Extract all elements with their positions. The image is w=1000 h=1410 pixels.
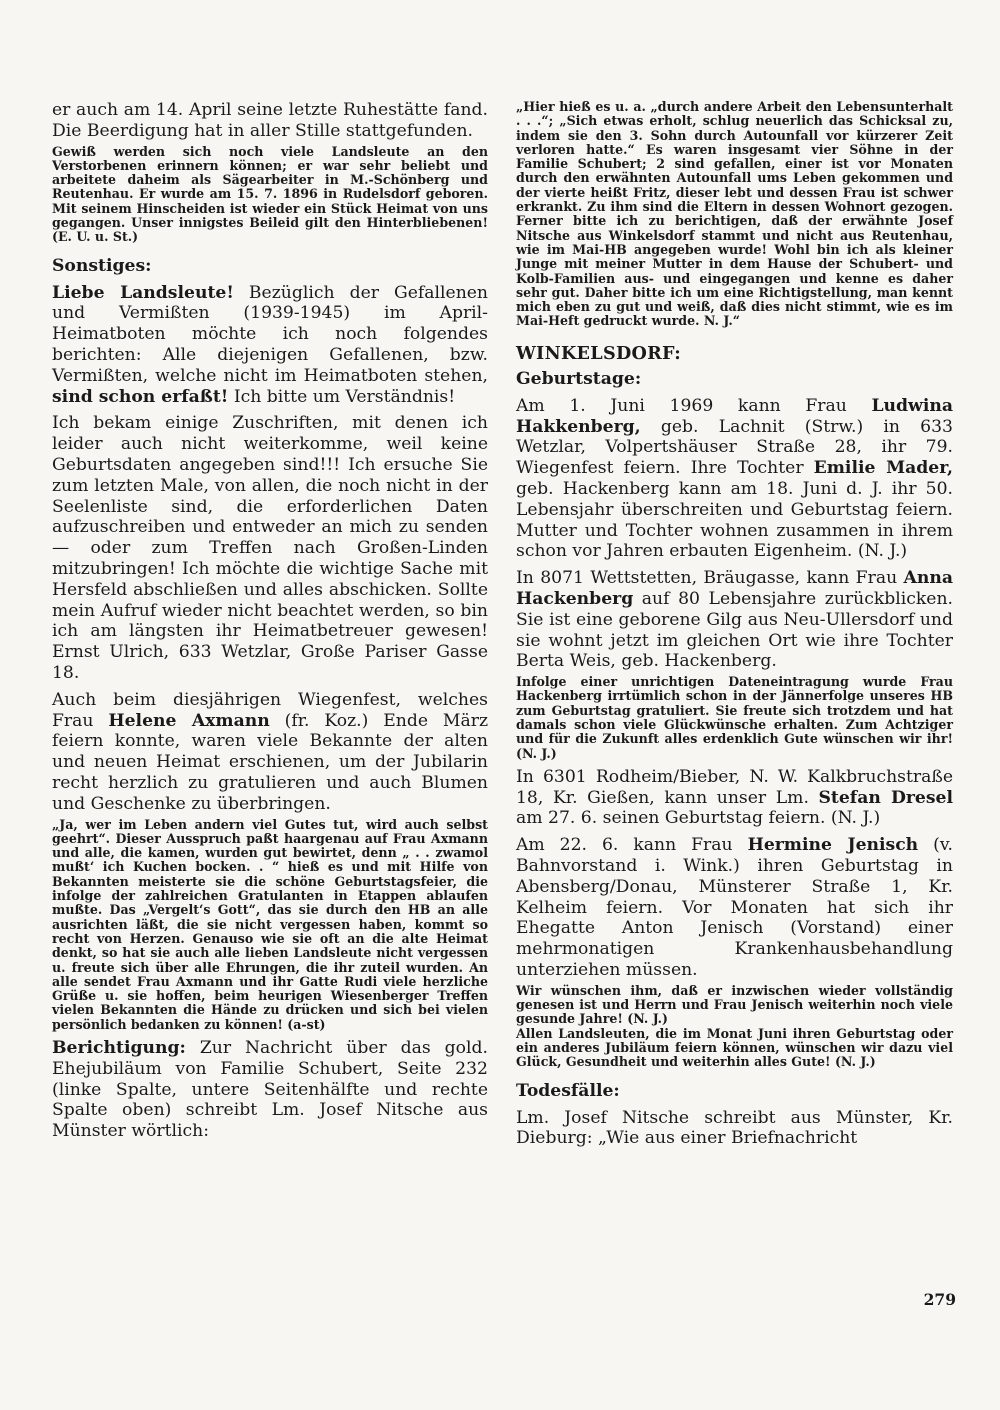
- bold-text: Fritz,: [633, 184, 671, 200]
- article-paragraph: Ich bekam einige Zuschriften, mit denen ich leider auch nicht weiterkomme, weil keine Geburtsdaten angegeben sind!!! Ich ersuche Sie zum letzten Male, von allen, die noch nicht in der Seelenliste sind, die erforderlichen Daten aufzuschreiben und entweder an mich zu senden — oder zum Treffen nach Großen-Linden mitzubringen! Ich möchte die wichtige Sache mit Hersfeld abschließen und alles abschicken. Sollte mein Aufruf wieder nicht beachtet werden, so bin ich am längsten ihr Heimatbetreuer gewesen! Ernst Ulrich, 633 Wetzlar, Große Pariser Gasse 18.: [52, 413, 488, 684]
- small-print-paragraph: Allen Landsleuten, die im Monat Juni ihren Geburtstag oder ein anderes Jubiläum feiern können, wünschen wir dazu viel Glück, Gesundheit und weiterhin alles Gute! (N. J.): [516, 1025, 953, 1070]
- right-column: [516, 100, 953, 1149]
- text-run: In 8071 Wettstetten, Bräugasse, kann Frau: [516, 568, 904, 589]
- left-column: [52, 100, 488, 1142]
- text-run: Ich bitte um Verständnis!: [228, 386, 456, 407]
- article-paragraph: [516, 396, 953, 562]
- text-run: (v. Bahnvorstand i. Wink.) ihren Geburtstag in Abensberg/Donau, Münsterer Straße 1, Kr. Kelheim feiern. Vor Monaten hat sich ihr Ehegatte Anton Jenisch (Vorstand) einer mehrmonatigen Krankenhausbehandlung unterziehen müssen.: [516, 835, 953, 981]
- text-run: In 6301 Rodheim/Bieber, N. W. Kalkbruchstraße 18, Kr. Gießen, kann unser Lm.: [516, 766, 953, 808]
- text-run: (fr. Koz.) Ende März feiern konnte, waren viele Bekannte der alten und neuen Heimat erschienen, um der Jubilarin recht herzlich zu gratulieren und auch Blumen und Geschenke zu überbringen.: [52, 710, 489, 814]
- bold-text: Liebe Landsleute!: [52, 282, 234, 303]
- bold-text: Emilie Mader,: [813, 458, 953, 479]
- article-paragraph: [52, 283, 488, 408]
- text-run: Am 22. 6. kann Frau: [516, 835, 748, 856]
- obituary-note: Gewiß werden sich noch viele Landsleute an den Verstorbenen erinnern können; er war sehr beliebt und arbeitete daheim als Sägearbeiter in M.-Schönberg und Reutenhau. Er wurde am 15. 7. 1896 in Rudelsdorf geboren. Mit seinem Hinscheiden ist wieder ein Stück Heimat von uns gegangen. Unser innigstes Beileid gilt den Hinterbliebenen! (E. U. u. St.): [52, 143, 488, 245]
- text-run: Am 1. Juni 1969 kann Frau: [516, 395, 872, 416]
- bold-text: Berichtigung:: [52, 1038, 186, 1059]
- bold-text: Helene Axmann: [108, 710, 270, 731]
- bold-text: Hermine Jenisch: [747, 835, 919, 856]
- article-paragraph: Lm. Josef Nitsche schreibt aus Münster, Kr. Dieburg: „Wie aus einer Briefnachricht: [516, 1107, 953, 1149]
- small-print-paragraph: [516, 100, 953, 329]
- section-heading-todesfaelle: Todesfälle:: [516, 1080, 620, 1101]
- text-run: Bezüglich der Gefallenen und Vermißten (1939-1945) im April-Heimatboten möchte ich noch folgendes berichten: Alle diejenigen Gefallenen, bzw. Vermißten, welche nicht im Heimatboten stehen,: [52, 282, 489, 386]
- page-number: 279: [923, 1290, 956, 1309]
- section-heading-geburtstage: Geburtstage:: [516, 368, 642, 389]
- text-run: am 27. 6. seinen Geburtstag feiern. (N. J.): [516, 808, 881, 829]
- small-print-paragraph: Wir wünschen ihm, daß er inzwischen wieder vollständig genesen ist und Herrn und Frau Jenisch weiterhin noch viele gesunde Jahre! (N. J.): [516, 982, 953, 1027]
- article-paragraph: [52, 1038, 488, 1142]
- article-paragraph: [516, 767, 953, 829]
- section-heading-winkelsdorf: WINKELSDORF:: [516, 342, 682, 364]
- text-run: Zur Nachricht über das gold. Ehejubiläum von Familie Schubert, Seite 232 (linke Spalte, untere Seitenhälfte und rechte Spalte oben) schreibt Lm. Josef Nitsche aus Münster wörtlich:: [52, 1038, 488, 1142]
- section-heading-sonstiges: Sonstiges:: [52, 255, 152, 276]
- text-run: und dessen Frau ist schwer erkrankt. Zu ihm sind die Eltern in dessen Wohnort gezogen. Ferner bitte ich zu berichtigen, daß der erwähnte Josef Nitsche aus Winkelsdorf stammt und nicht aus Reutenhau, wie im Mai-HB angegeben wurde! Wohl bin ich als kleiner Junge mit meiner Mutter in dem Hause der Schubert- und Kolb-Familien aus- und eingegangen und kenne es daher sehr gut. Daher bitte ich um eine Richtigstellung, man kennt mich eben zu gut und weiß, daß dies nicht stimmt, wie es im Mai-Heft gedruckt wurde. N. J.“: [516, 184, 953, 329]
- article-paragraph: [516, 835, 953, 981]
- text-run: auf 80 Lebensjahre zurückblicken. Sie ist eine geborene Gilg aus Neu-Ullersdorf und sie wohnt jetzt im gleichen Ort wie ihre Tochter Berta Weis, geb. Hackenberg.: [516, 588, 953, 672]
- small-print-paragraph: Infolge einer unrichtigen Dateneintragung wurde Frau Hackenberg irrtümlich schon in der Jännerfolge unseres HB zum Geburtstag gratuliert. Sie freute sich trotzdem und hat damals schon viele Glückwünsche erhalten. Zum Achtziger und für die Zukunft alles erdenklich Gute wünschen wir ihr! (N. J.): [516, 674, 953, 761]
- text-run: Auch beim diesjährigen Wiegenfest, welches Frau: [52, 689, 488, 731]
- bold-text: Anna Hackenberg: [516, 568, 953, 609]
- article-paragraph: [52, 690, 488, 815]
- bold-text: Ludwina Hakkenberg,: [516, 395, 953, 437]
- bold-text: lebt: [724, 184, 752, 200]
- text-run: geb. Hackenberg kann am 18. Juni d. J. ihr 50. Lebensjahr überschreiten und Geburtstag feiern. Mutter und Tochter wohnen zusammen in ihrem schon vor Jahren erbauten Eigenheim. (N. J.): [516, 478, 953, 562]
- small-print-paragraph: „Ja, wer im Leben andern viel Gutes tut, wird auch selbst geehrt“. Dieser Ausspruch paßt haargenau auf Frau Axmann und alle, die kamen, wurden gut bewirtet, denn „ . . zwamol mußt‘ ich Kuchen bocken. . “ hieß es und mit Hilfe von Bekannten meisterte sie die schöne Geburtstagsfeier, die infolge der zahlreichen Gratulanten in Etappen ablaufen mußte. Das „Vergelt‘s Gott“, das sie durch den HB an alle ausrichten läßt, die sie nicht vergessen haben, kommt so recht von Herzen. Genauso wie sie oft an die alte Heimat denkt, so hat sie auch alle lieben Landsleute nicht vergessen u. freute sich über alle Ehrungen, die ihr zuteil wurden. An alle sendet Frau Axmann und ihr Gatte Rudi viele herzliche Grüße u. sie hoffen, beim heurigen Wiesenberger Treffen vielen Bekannten die Hände zu drücken und sich bei vielen persönlich bedanken zu können! (a-st): [52, 816, 488, 1032]
- text-run: geb. Lachnit (Strw.) in 633 Wetzlar, Volpertshäuser Straße 28, ihr 79. Wiegenfest feiern. Ihre Tochter: [516, 416, 953, 479]
- text-run: „Hier hieß es u. a. „durch andere Arbeit den Lebensunterhalt . . .“; „Sich etwas erholt, schlug neuerlich das Schicksal zu, indem sie den 3. Sohn durch Autounfall vor kürzerer Zeit verloren hatte.“ Es waren insgesamt vier Söhne in der Familie Schubert; 2 sind gefallen, einer ist vor Monaten durch den erwähnten Autounfall ums Leben gekommen und der vierte heißt: [516, 99, 953, 200]
- bold-text: sind schon erfaßt!: [52, 386, 229, 407]
- text-run: dieser: [670, 184, 725, 200]
- bold-text: Stefan Dresel: [818, 787, 953, 808]
- article-paragraph: er auch am 14. April seine letzte Ruhestätte fand. Die Beerdigung hat in aller Stille stattgefunden.: [52, 100, 488, 141]
- article-paragraph: [516, 568, 953, 672]
